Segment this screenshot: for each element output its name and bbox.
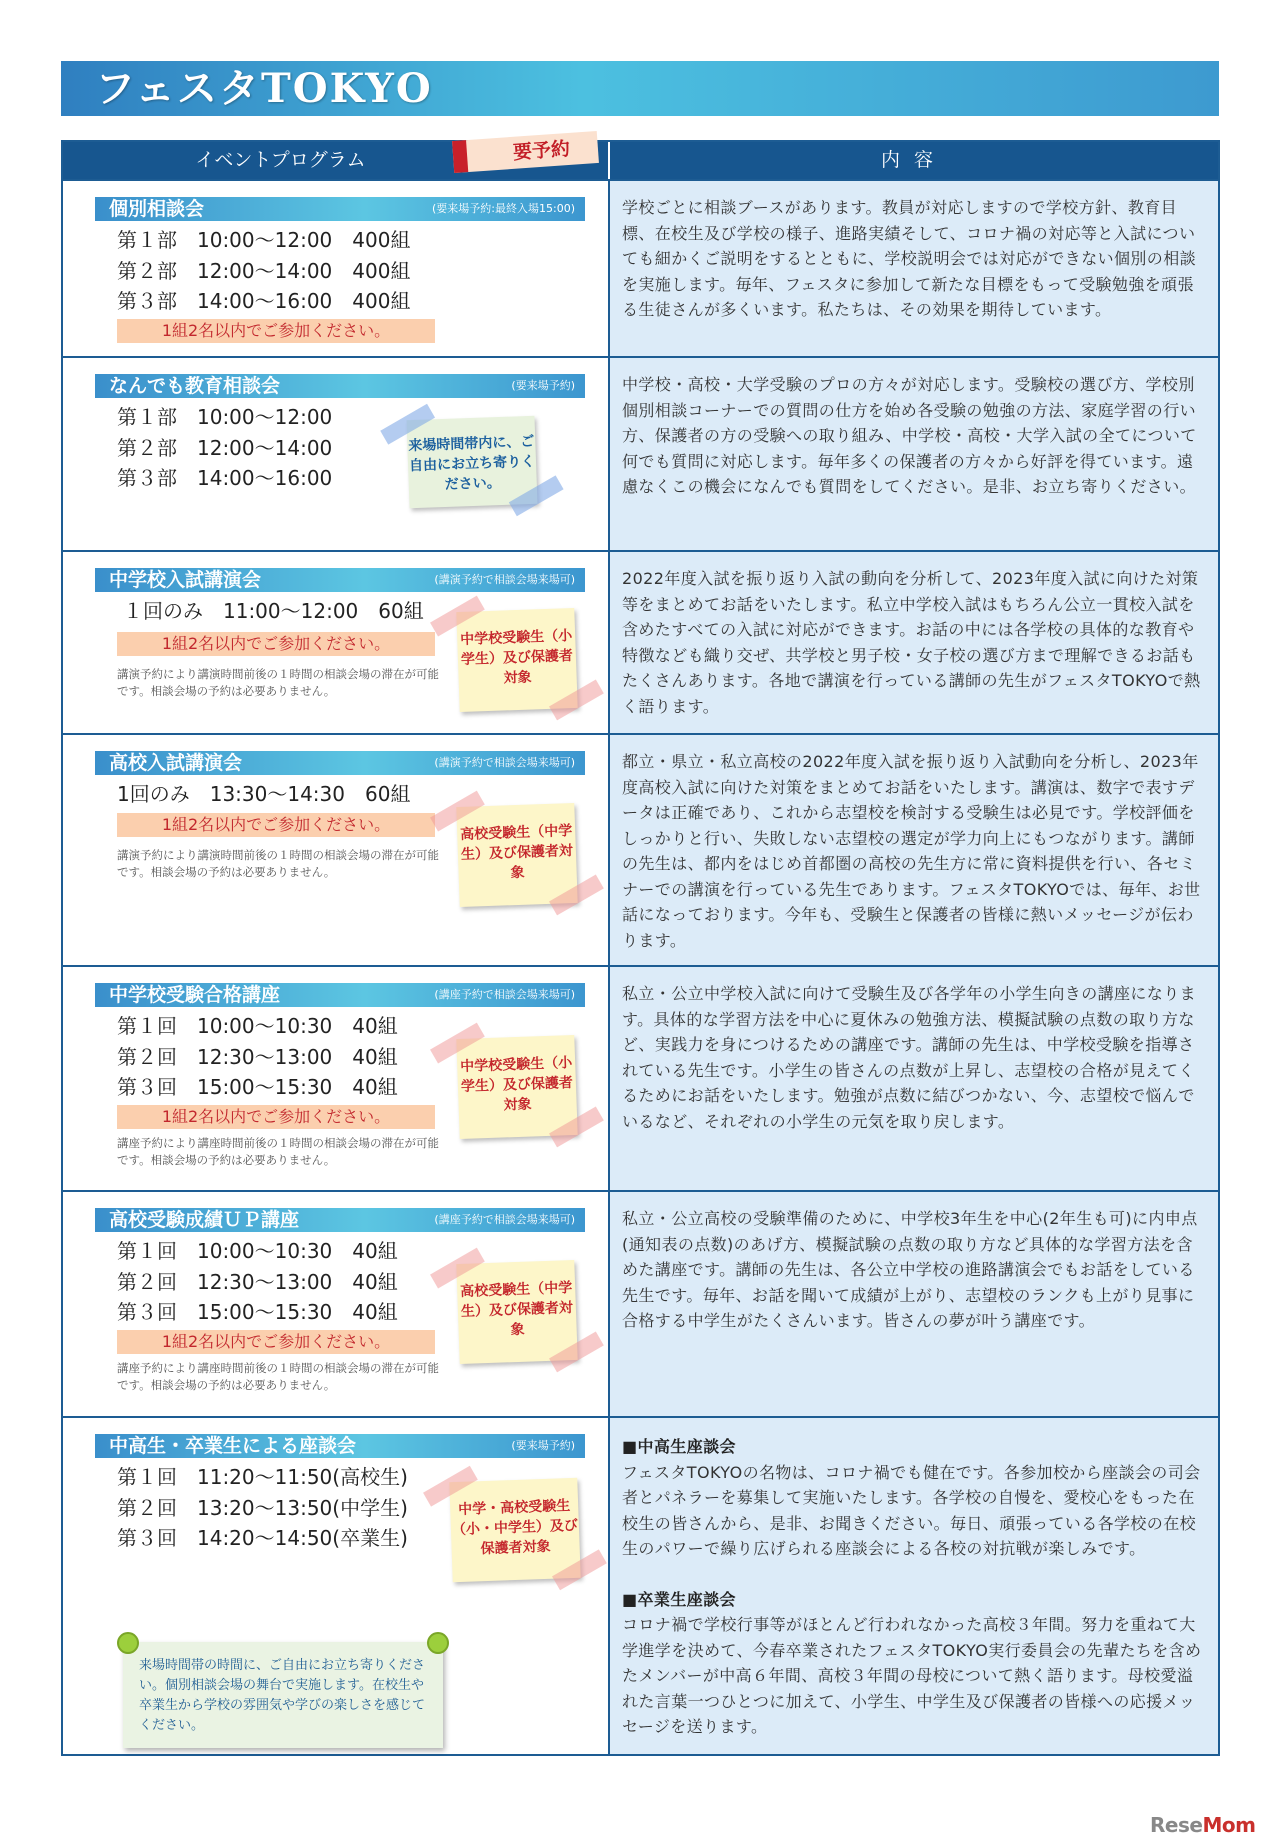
reservation-note: (講演予約で相談会場来場可) (434, 756, 575, 769)
pin-icon (427, 1632, 449, 1654)
schedule-line: 第２回 13:20〜13:50(中学生) (117, 1495, 408, 1520)
small-note: 講演予約により講演時間前後の１時間の相談会場の滞在が可能です。相談会場の予約は必要ありません。 (117, 667, 439, 698)
reservation-note: (要来場予約:最終入場15:00) (432, 202, 575, 215)
section-text: コロナ禍で学校行事等がほとんど行われなかった高校３年間。努力を重ねて大学進学を決めて、今春卒業されたフェスタTOKYO実行委員会の先輩たちを含めたメンバーが中高６年間、高校３年間の母校について熱く語ります。母校愛溢れた言葉一つひとつに加えて、小学生、中学生及び保護者の皆様への応援メッセージを送ります。 (622, 1615, 1202, 1736)
schedule-line: 第１回 10:00〜10:30 40組 (117, 1239, 398, 1263)
target-sticky-note: 中学・高校受験生（小・中学生）及び保護者対象 (449, 1478, 580, 1582)
section-heading: ■中高生座談会 (622, 1437, 736, 1456)
schedule-line: １回のみ 11:00〜12:00 60組 (123, 599, 424, 623)
small-note: 講演予約により講演時間前後の１時間の相談会場の滞在が可能です。相談会場の予約は必要ありません。 (117, 848, 439, 879)
participation-notice: 1組2名以内でご参加ください。 (117, 1105, 435, 1129)
table-header (63, 137, 1218, 179)
section-text: フェスタTOKYOの名物は、コロナ禍でも健在です。各参加校から座談会の司会者とパネラーを募集して実施いたします。各学校の自慢を、愛校心をもった在校生の皆さんから、是非、お聞きください。毎日、頑張っている各学校の在校生のパワーで繰り広げられる座談会による各校の対抗戦が楽しみです。 (622, 1462, 1201, 1558)
table-row (63, 965, 1218, 1190)
schedule-line: 第１部 10:00〜12:00 400組 (117, 228, 411, 252)
content-text: 私立・公立中学校入試に向けて受験生及び各学年の小学生向きの講座になります。具体的な学習方法を中心に夏休みの勉強方法、模擬試験の点数の取り方など、実践力を身につけるための講座です。講師の先生は、中学校受験を指導されている先生です。小学生の皆さんの点数が上昇し、志望校の合格が見えてくるためにお話をいたします。勉強が点数に結びつかない、今、志望校で悩んでいるなど、それぞれの小学生の元気を取り戻します。 (610, 967, 1218, 1190)
schedule-line: 第２回 12:30〜13:00 40組 (117, 1269, 398, 1294)
reservation-note: (要来場予約) (511, 1439, 575, 1452)
info-board-text: 来場時間帯の時間に、ご自由にお立ち寄りください。個別相談会場の舞台で実施します。在校生や卒業生から学校の雰囲気や学びの楽しさを感じてください。 (139, 1658, 426, 1733)
event-name: 個別相談会 (109, 198, 205, 220)
target-sticky-note: 中学校受験生（小学生）及び保護者対象 (456, 1035, 577, 1139)
event-name: 高校受験成績ＵＰ講座 (109, 1209, 300, 1231)
content-text: 中学校・高校・大学受験のプロの方々が対応します。受験校の選び方、学校別個別相談コーナーでの質問の仕方を始め各受験の勉強の方法、家庭学習の行い方、保護者の方の受験への取り組み、中学校・高校・大学入試の全てについて何でも質問に対応します。毎年多くの保護者の方々から好評を得ています。遠慮なくこの機会になんでも質問をしてください。是非、お立ち寄りください。 (610, 358, 1218, 550)
schedule-line: 第２部 12:00〜14:00 400組 (117, 258, 411, 283)
section-heading: ■卒業生座談会 (622, 1589, 736, 1609)
target-sticky-note: 高校受験生（中学生）及び保護者対象 (456, 1260, 577, 1364)
reservation-note: (講座予約で相談会場来場可) (434, 988, 575, 1001)
content-text: 都立・県立・私立高校の2022年度入試を振り返り入試動向を分析し、2023年度高校入試に向けた対策をまとめてお話をいたします。講演は、数字で表すデータは正確であり、これから志望校を検討する受験生は必見です。学校評価をしっかりと行い、失敗しない志望校の選定が学力向上にもつながります。講師の先生は、都内をはじめ首都圏の高校の先生方に常に資料提供を行い、各セミナーでの講演を行っている先生であります。フェスタTOKYOでは、毎年、お世話になっております。今年も、受験生と保護者の皆様に熱いメッセージが伝わります。 (610, 735, 1218, 965)
program-table (61, 137, 1220, 1756)
table-row (63, 356, 1218, 550)
participation-notice: 1組2名以内でご参加ください。 (117, 319, 435, 343)
sticky-note: 来場時間帯内に、ご自由にお立ち寄りください。 (407, 416, 538, 508)
event-name: 中学校入試講演会 (109, 569, 262, 591)
content-text: 私立・公立高校の受験準備のために、中学校3年生を中心(2年生も可)に内申点(通知表の点数)のあげ方、模擬試験の点数の取り方など具体的な学習方法を含めた講座です。講師の先生は、各公立中学校の進路講演会でもお話をしている先生です。毎年、お話を聞いて成績が上がり、志望校のランクも上がり見事に合格する中学生がたくさんいます。皆さんの夢が叶う講座です。 (610, 1192, 1218, 1416)
info-board (123, 1642, 443, 1748)
reservation-required-badge: 要予約 (452, 131, 599, 173)
schedule-line: 第３部 14:00〜16:00 400組 (117, 289, 411, 313)
schedule-line: 第３部 14:00〜16:00 (117, 466, 333, 490)
table-row (63, 1190, 1218, 1416)
small-note: 講座予約により講座時間前後の１時間の相談会場の滞在が可能です。相談会場の予約は必要ありません。 (117, 1136, 439, 1167)
schedule-line: 1回のみ 13:30〜14:30 60組 (117, 782, 411, 806)
event-name: なんでも教育相談会 (109, 375, 281, 397)
small-note: 講座予約により講座時間前後の１時間の相談会場の滞在が可能です。相談会場の予約は必要ありません。 (117, 1361, 439, 1392)
schedule-line: 第１回 11:20〜11:50(高校生) (117, 1465, 408, 1489)
reservation-note: (講演予約で相談会場来場可) (434, 573, 575, 586)
schedule-line: 第３回 15:00〜15:30 40組 (117, 1075, 398, 1099)
reservation-note: (講座予約で相談会場来場可) (434, 1213, 575, 1226)
schedule-line: 第１回 10:00〜10:30 40組 (117, 1014, 398, 1038)
content-text: 2022年度入試を振り返り入試の動向を分析して、2023年度入試に向けた対策等をまとめてお話をいたします。私立中学校入試はもちろん公立一貫校入試を含めたすべての入試に対応ができます。お話の中には各学校の具体的な教育や特徴なども織り交ぜ、共学校と男子校・女子校の選び方まで理解できるお話もたくさんあります。各地で講演を行っている講師の先生がフェスタTOKYOで熱く語ります。 (610, 552, 1218, 733)
schedule-line: 第３回 14:20〜14:50(卒業生) (117, 1526, 408, 1550)
participation-notice: 1組2名以内でご参加ください。 (117, 1330, 435, 1354)
event-name: 中高生・卒業生による座談会 (109, 1435, 357, 1457)
table-row (63, 550, 1218, 733)
participation-notice: 1組2名以内でご参加ください。 (117, 632, 435, 656)
pin-icon (117, 1632, 139, 1654)
schedule-line: 第２回 12:30〜13:00 40組 (117, 1044, 398, 1069)
content-text (610, 1418, 1218, 1754)
page-title: フェスタTOKYO (61, 61, 1219, 116)
reservation-note: (要来場予約) (511, 379, 575, 392)
content-text: 学校ごとに相談ブースがあります。教員が対応しますので学校方針、教育目標、在校生及び学校の様子、進路実績そして、コロナ禍の対応等と入試についても細かくご説明をするとともに、学校説明会では対応ができない個別の相談を実施します。毎年、フェスタに参加して新たな目標をもって受験勉強を頑張る生徒さんが多くいます。私たちは、その効果を期待しています。 (610, 181, 1218, 356)
table-row (63, 733, 1218, 965)
table-row (63, 1416, 1218, 1754)
target-sticky-note: 中学校受験生（小学生）及び保護者対象 (456, 608, 577, 712)
resemom-logo: ReseMom (1150, 1813, 1256, 1837)
table-row (63, 179, 1218, 356)
target-sticky-note: 高校受験生（中学生）及び保護者対象 (456, 803, 577, 907)
event-name: 高校入試講演会 (109, 752, 243, 774)
schedule-line: 第３回 15:00〜15:30 40組 (117, 1300, 398, 1324)
schedule-line: 第１部 10:00〜12:00 (117, 405, 333, 429)
header-event-program: イベントプログラム (195, 149, 366, 171)
schedule-line: 第２部 12:00〜14:00 (117, 435, 333, 460)
participation-notice: 1組2名以内でご参加ください。 (117, 813, 435, 837)
event-name: 中学校受験合格講座 (109, 984, 281, 1006)
header-content: 内容 (880, 149, 947, 171)
